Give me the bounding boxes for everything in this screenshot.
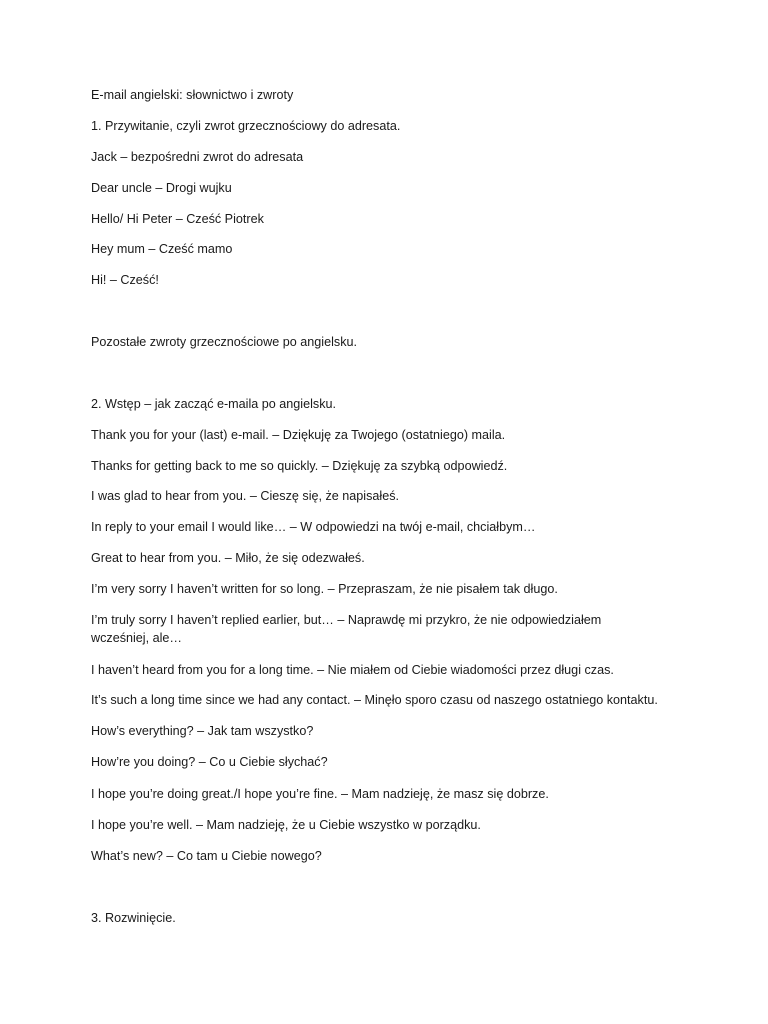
phrase-line: Hello/ Hi Peter – Cześć Piotrek <box>91 212 264 226</box>
phrase-line: I hope you’re well. – Mam nadzieję, że u Ciebie wszystko w porządku. <box>91 818 481 832</box>
phrase-line: I was glad to hear from you. – Cieszę się, że napisałeś. <box>91 489 399 503</box>
phrase-line: I hope you’re doing great./I hope you’re fine. – Mam nadzieję, że masz się dobrze. <box>91 787 549 801</box>
document-title: E-mail angielski: słownictwo i zwroty <box>91 88 294 102</box>
phrase-line: Thanks for getting back to me so quickly. – Dziękuję za szybką odpowiedź. <box>91 459 508 473</box>
phrase-line: In reply to your email I would like… – W odpowiedzi na twój e-mail, chciałbym… <box>91 520 536 534</box>
phrase-line: Great to hear from you. – Miło, że się odezwałeś. <box>91 551 365 565</box>
phrase-line: Thank you for your (last) e-mail. – Dziękuję za Twojego (ostatniego) maila. <box>91 428 506 442</box>
section-3-heading: 3. Rozwinięcie. <box>91 911 176 925</box>
other-phrases-note: Pozostałe zwroty grzecznościowe po angielsku. <box>91 335 357 349</box>
phrase-line: How’s everything? – Jak tam wszystko? <box>91 724 314 738</box>
phrase-line-wrapped: I’m truly sorry I haven’t replied earlier, but… – Naprawdę mi przykro, że nie odpowiedziałem wcześniej, ale… <box>91 613 602 645</box>
phrase-line: How’re you doing? – Co u Ciebie słychać? <box>91 755 328 769</box>
phrase-line: What’s new? – Co tam u Ciebie nowego? <box>91 849 322 863</box>
phrase-line: Dear uncle – Drogi wujku <box>91 181 232 195</box>
phrase-line: Hi! – Cześć! <box>91 273 159 287</box>
phrase-line: Jack – bezpośredni zwrot do adresata <box>91 150 304 164</box>
phrase-line: It’s such a long time since we had any contact. – Minęło sporo czasu od naszego ostatniego kontaktu. <box>91 693 658 707</box>
section-1-heading: 1. Przywitanie, czyli zwrot grzecznościowy do adresata. <box>91 119 401 133</box>
phrase-line: Hey mum – Cześć mamo <box>91 242 233 256</box>
phrase-line: I haven’t heard from you for a long time. – Nie miałem od Ciebie wiadomości przez długi czas. <box>91 663 614 677</box>
section-2-heading: 2. Wstęp – jak zacząć e-maila po angielsku. <box>91 397 336 411</box>
phrase-line: I’m very sorry I haven’t written for so long. – Przepraszam, że nie pisałem tak długo. <box>91 582 558 596</box>
